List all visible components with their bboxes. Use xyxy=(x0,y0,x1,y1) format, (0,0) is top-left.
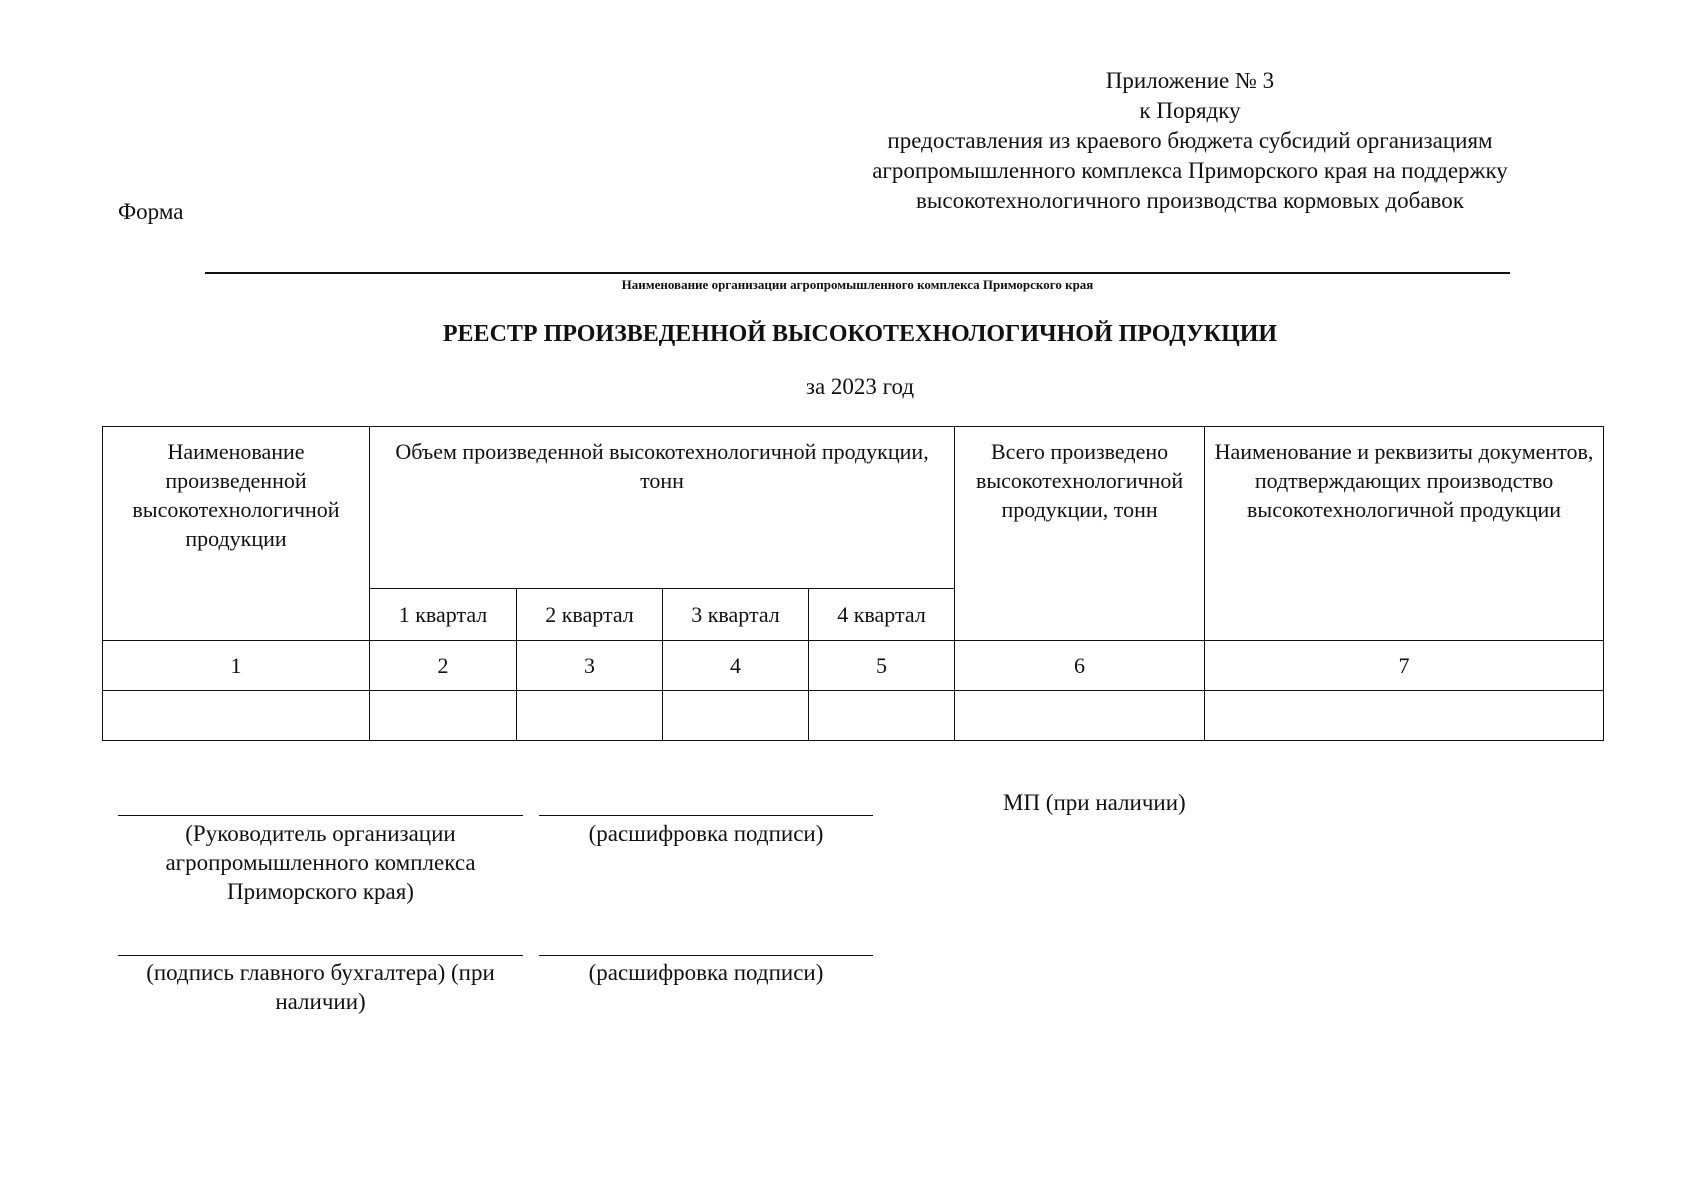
accountant-decoding-line[interactable] xyxy=(539,955,873,956)
reporting-period: за 2023 год xyxy=(805,374,915,399)
column-number: 7 xyxy=(1205,641,1604,691)
column-number: 6 xyxy=(955,641,1205,691)
table-header-row xyxy=(103,427,1604,589)
table-cell-product[interactable] xyxy=(103,691,370,741)
accountant-decoding-caption: (расшифровка подписи) xyxy=(588,960,824,985)
column-number: 5 xyxy=(809,641,955,691)
table-cell-q4[interactable] xyxy=(809,691,955,741)
table-cell-q3[interactable] xyxy=(663,691,809,741)
table-row xyxy=(103,691,1604,741)
appendix-header xyxy=(805,66,1575,216)
column-number-row xyxy=(103,641,1604,691)
appendix-line: к Порядку xyxy=(1139,98,1241,123)
organization-name-field[interactable] xyxy=(205,272,1510,274)
accountant-signature-line[interactable] xyxy=(118,955,523,956)
column-number: 2 xyxy=(370,641,517,691)
table-cell-q2[interactable] xyxy=(517,691,663,741)
table-cell-total[interactable] xyxy=(955,691,1205,741)
registry-table xyxy=(102,426,1604,741)
header-quarter-2: 2 квартал xyxy=(517,589,663,641)
header-total: Всего произведено высокотехнологичной продукции, тонн xyxy=(955,427,1205,641)
head-decoding-caption: (расшифровка подписи) xyxy=(588,821,824,846)
column-number: 4 xyxy=(663,641,809,691)
appendix-line: предоставления из краевого бюджета субсидий организациям xyxy=(887,128,1493,153)
head-decoding-line[interactable] xyxy=(539,815,873,816)
appendix-line: Приложение № 3 xyxy=(1105,68,1275,93)
head-signature-caption: (Руководитель организации агропромышленного комплекса Приморского края) xyxy=(165,821,476,904)
stamp-label: МП (при наличии) xyxy=(1003,790,1186,815)
head-signature-line[interactable] xyxy=(118,815,523,816)
table-cell-documents[interactable] xyxy=(1205,691,1604,741)
column-number: 3 xyxy=(517,641,663,691)
header-quarter-3: 3 квартал xyxy=(663,589,809,641)
header-documents: Наименование и реквизиты документов, подтверждающих производство высокотехнологичной продукции xyxy=(1205,427,1604,641)
header-quarter-1: 1 квартал xyxy=(370,589,517,641)
organization-caption: Наименование организации агропромышленного комплекса Приморского края xyxy=(621,277,1094,292)
column-number: 1 xyxy=(103,641,370,691)
header-volume: Объем произведенной высокотехнологичной продукции, тонн xyxy=(370,427,955,589)
header-product-name: Наименование произведенной высокотехнологичной продукции xyxy=(103,427,370,641)
header-quarter-4: 4 квартал xyxy=(809,589,955,641)
appendix-line: высокотехнологичного производства кормовых добавок xyxy=(916,188,1464,213)
accountant-signature-caption: (подпись главного бухгалтера) (при наличии) xyxy=(146,960,495,1014)
table-cell-q1[interactable] xyxy=(370,691,517,741)
appendix-line: агропромышленного комплекса Приморского края на поддержку xyxy=(872,158,1508,183)
document-title: РЕЕСТР ПРОИЗВЕДЕННОЙ ВЫСОКОТЕХНОЛОГИЧНОЙ ПРОДУКЦИИ xyxy=(442,321,1278,347)
form-label: Форма xyxy=(118,199,184,224)
